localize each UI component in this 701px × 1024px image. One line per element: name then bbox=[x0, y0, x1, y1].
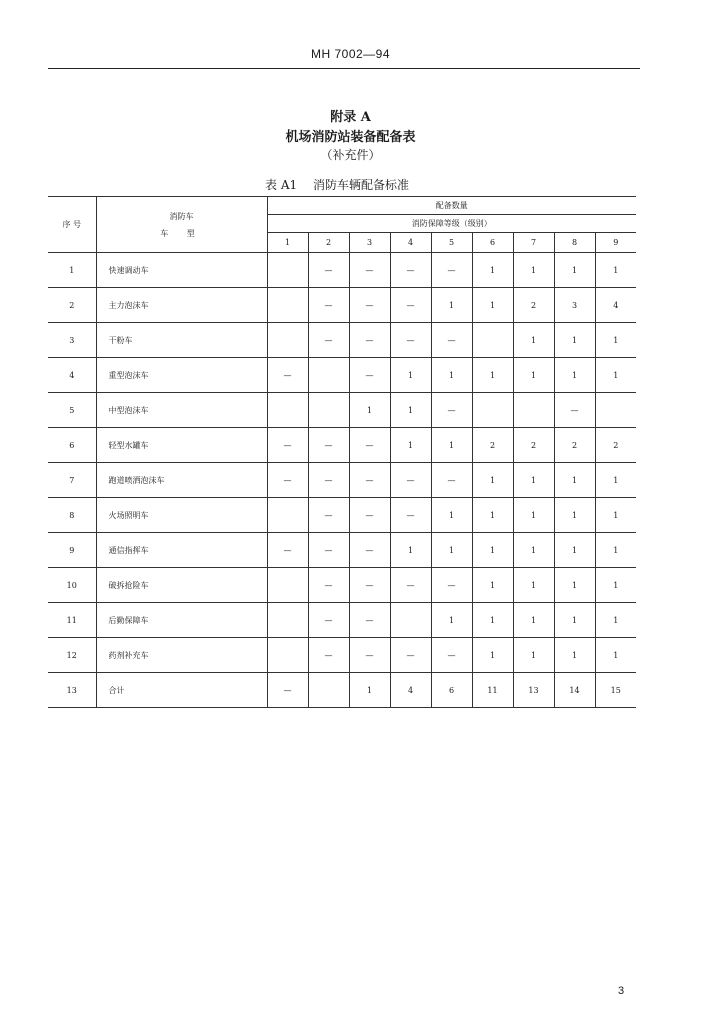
table-row bbox=[48, 533, 636, 568]
row-quantity-level-8: 1 bbox=[554, 498, 595, 533]
row-quantity-level-5: — bbox=[431, 253, 472, 288]
table-row bbox=[48, 638, 636, 673]
row-quantity-level-4: 1 bbox=[390, 533, 431, 568]
row-quantity-level-6: 1 bbox=[472, 498, 513, 533]
row-quantity-level-9: 1 bbox=[595, 638, 636, 673]
table-row bbox=[48, 603, 636, 638]
row-quantity-level-1: — bbox=[267, 673, 308, 708]
table-row bbox=[48, 323, 636, 358]
row-quantity-level-7: 13 bbox=[513, 673, 554, 708]
type-header-line2: 车 型 bbox=[160, 228, 203, 238]
level-group-header: 消防保障等级（级别） bbox=[267, 215, 636, 233]
row-quantity-level-9: 1 bbox=[595, 358, 636, 393]
row-quantity-level-6: 2 bbox=[472, 428, 513, 463]
row-quantity-level-5: — bbox=[431, 393, 472, 428]
page-number: 3 bbox=[618, 985, 625, 997]
row-quantity-level-8: 1 bbox=[554, 533, 595, 568]
row-seq: 1 bbox=[48, 253, 96, 288]
row-quantity-level-4: — bbox=[390, 568, 431, 603]
row-quantity-level-3: — bbox=[349, 603, 390, 638]
row-quantity-level-1 bbox=[267, 253, 308, 288]
row-quantity-level-9: 15 bbox=[595, 673, 636, 708]
row-quantity-level-8: 1 bbox=[554, 358, 595, 393]
level-header-1: 1 bbox=[267, 233, 308, 253]
row-quantity-level-3: 1 bbox=[349, 393, 390, 428]
row-quantity-level-4: 4 bbox=[390, 673, 431, 708]
appendix-subtitle: 机场消防站装备配备表 bbox=[285, 130, 416, 145]
row-quantity-level-9: 1 bbox=[595, 498, 636, 533]
row-quantity-level-2: — bbox=[308, 498, 349, 533]
row-quantity-level-6: 1 bbox=[472, 568, 513, 603]
row-quantity-level-7 bbox=[513, 393, 554, 428]
row-quantity-level-1: — bbox=[267, 463, 308, 498]
row-quantity-level-8: 1 bbox=[554, 463, 595, 498]
row-quantity-level-7: 1 bbox=[513, 498, 554, 533]
row-quantity-level-3: — bbox=[349, 358, 390, 393]
row-quantity-level-1 bbox=[267, 568, 308, 603]
row-quantity-level-5: 1 bbox=[431, 358, 472, 393]
row-quantity-level-3: — bbox=[349, 463, 390, 498]
row-quantity-level-3: — bbox=[349, 323, 390, 358]
row-quantity-level-7: 1 bbox=[513, 603, 554, 638]
row-quantity-level-8: 1 bbox=[554, 603, 595, 638]
row-seq: 7 bbox=[48, 463, 96, 498]
row-quantity-level-3: 1 bbox=[349, 673, 390, 708]
row-quantity-level-4: — bbox=[390, 638, 431, 673]
row-quantity-level-2 bbox=[308, 358, 349, 393]
row-vehicle-type: 火场照明车 bbox=[96, 498, 267, 533]
row-vehicle-type: 通信指挥车 bbox=[96, 533, 267, 568]
table-row bbox=[48, 673, 636, 708]
row-quantity-level-2: — bbox=[308, 533, 349, 568]
row-quantity-level-8: 1 bbox=[554, 323, 595, 358]
table-row bbox=[48, 463, 636, 498]
row-seq: 9 bbox=[48, 533, 96, 568]
row-quantity-level-4: — bbox=[390, 323, 431, 358]
equipment-table bbox=[48, 196, 636, 708]
row-quantity-level-8: 3 bbox=[554, 288, 595, 323]
row-quantity-level-5: — bbox=[431, 463, 472, 498]
row-quantity-level-7: 2 bbox=[513, 428, 554, 463]
table-row bbox=[48, 358, 636, 393]
row-quantity-level-3: — bbox=[349, 428, 390, 463]
table-caption-title: 消防车辆配备标准 bbox=[312, 178, 409, 192]
row-quantity-level-4: — bbox=[390, 253, 431, 288]
row-quantity-level-6: 1 bbox=[472, 603, 513, 638]
row-quantity-level-5: — bbox=[431, 323, 472, 358]
row-quantity-level-3: — bbox=[349, 253, 390, 288]
level-header-3: 3 bbox=[349, 233, 390, 253]
row-quantity-level-9: 1 bbox=[595, 533, 636, 568]
row-vehicle-type: 破拆抢险车 bbox=[96, 568, 267, 603]
row-quantity-level-1: — bbox=[267, 428, 308, 463]
row-quantity-level-7: 1 bbox=[513, 638, 554, 673]
row-quantity-level-5: 1 bbox=[431, 498, 472, 533]
table-caption bbox=[265, 176, 409, 193]
row-quantity-level-6: 1 bbox=[472, 358, 513, 393]
row-quantity-level-9 bbox=[595, 393, 636, 428]
row-seq: 8 bbox=[48, 498, 96, 533]
row-quantity-level-2: — bbox=[308, 253, 349, 288]
row-quantity-level-5: 1 bbox=[431, 533, 472, 568]
level-header-9: 9 bbox=[595, 233, 636, 253]
row-quantity-level-2: — bbox=[308, 323, 349, 358]
row-quantity-level-6: 1 bbox=[472, 533, 513, 568]
row-vehicle-type: 跑道喷洒泡沫车 bbox=[96, 463, 267, 498]
document-code: MH 7002—94 bbox=[310, 47, 391, 61]
row-quantity-level-2: — bbox=[308, 463, 349, 498]
row-seq: 6 bbox=[48, 428, 96, 463]
row-seq: 11 bbox=[48, 603, 96, 638]
row-quantity-level-7: 1 bbox=[513, 463, 554, 498]
row-seq: 13 bbox=[48, 673, 96, 708]
appendix-note: （补充件） bbox=[320, 148, 381, 162]
row-quantity-level-3: — bbox=[349, 568, 390, 603]
row-quantity-level-7: 1 bbox=[513, 533, 554, 568]
row-quantity-level-7: 1 bbox=[513, 323, 554, 358]
row-vehicle-type: 快速调动车 bbox=[96, 253, 267, 288]
row-seq: 5 bbox=[48, 393, 96, 428]
row-quantity-level-3: — bbox=[349, 288, 390, 323]
row-quantity-level-7: 1 bbox=[513, 253, 554, 288]
row-vehicle-type: 合计 bbox=[96, 673, 267, 708]
row-quantity-level-5: 1 bbox=[431, 428, 472, 463]
row-quantity-level-8: 2 bbox=[554, 428, 595, 463]
row-quantity-level-6: 11 bbox=[472, 673, 513, 708]
row-quantity-level-8: 1 bbox=[554, 568, 595, 603]
row-quantity-level-1 bbox=[267, 323, 308, 358]
row-quantity-level-6: 1 bbox=[472, 638, 513, 673]
table-row bbox=[48, 498, 636, 533]
row-quantity-level-2: — bbox=[308, 638, 349, 673]
row-quantity-level-9: 1 bbox=[595, 603, 636, 638]
row-quantity-level-1: — bbox=[267, 358, 308, 393]
table-caption-label: 表 A1 bbox=[265, 178, 298, 192]
row-seq: 3 bbox=[48, 323, 96, 358]
row-quantity-level-3: — bbox=[349, 498, 390, 533]
row-quantity-level-8: 1 bbox=[554, 253, 595, 288]
table-row bbox=[48, 393, 636, 428]
row-quantity-level-2 bbox=[308, 393, 349, 428]
row-quantity-level-7: 1 bbox=[513, 568, 554, 603]
seq-column-header: 序 号 bbox=[48, 197, 96, 253]
row-quantity-level-4: — bbox=[390, 498, 431, 533]
level-header-6: 6 bbox=[472, 233, 513, 253]
quantity-group-header: 配备数量 bbox=[267, 197, 636, 215]
row-quantity-level-2 bbox=[308, 673, 349, 708]
row-seq: 12 bbox=[48, 638, 96, 673]
row-quantity-level-4: — bbox=[390, 288, 431, 323]
row-quantity-level-3: — bbox=[349, 533, 390, 568]
type-column-header bbox=[96, 197, 267, 253]
row-quantity-level-9: 1 bbox=[595, 568, 636, 603]
row-vehicle-type: 重型泡沫车 bbox=[96, 358, 267, 393]
row-quantity-level-2: — bbox=[308, 428, 349, 463]
row-quantity-level-2: — bbox=[308, 288, 349, 323]
table-row bbox=[48, 288, 636, 323]
row-quantity-level-6: 1 bbox=[472, 463, 513, 498]
row-quantity-level-1 bbox=[267, 603, 308, 638]
row-quantity-level-6 bbox=[472, 323, 513, 358]
level-header-7: 7 bbox=[513, 233, 554, 253]
row-quantity-level-7: 1 bbox=[513, 358, 554, 393]
row-vehicle-type: 干粉车 bbox=[96, 323, 267, 358]
row-seq: 4 bbox=[48, 358, 96, 393]
row-quantity-level-8: — bbox=[554, 393, 595, 428]
row-quantity-level-9: 1 bbox=[595, 323, 636, 358]
row-vehicle-type: 药剂补充车 bbox=[96, 638, 267, 673]
row-quantity-level-1 bbox=[267, 498, 308, 533]
row-vehicle-type: 主力泡沫车 bbox=[96, 288, 267, 323]
row-quantity-level-1: — bbox=[267, 533, 308, 568]
row-quantity-level-9: 2 bbox=[595, 428, 636, 463]
row-quantity-level-5: — bbox=[431, 638, 472, 673]
row-seq: 10 bbox=[48, 568, 96, 603]
type-header-line1: 消防车 bbox=[169, 211, 194, 221]
row-quantity-level-4: — bbox=[390, 463, 431, 498]
row-quantity-level-6 bbox=[472, 393, 513, 428]
row-vehicle-type: 轻型水罐车 bbox=[96, 428, 267, 463]
level-header-4: 4 bbox=[390, 233, 431, 253]
table-row bbox=[48, 568, 636, 603]
row-quantity-level-9: 1 bbox=[595, 463, 636, 498]
table-row bbox=[48, 428, 636, 463]
row-quantity-level-8: 1 bbox=[554, 638, 595, 673]
row-quantity-level-5: 6 bbox=[431, 673, 472, 708]
level-header-8: 8 bbox=[554, 233, 595, 253]
row-quantity-level-6: 1 bbox=[472, 288, 513, 323]
row-quantity-level-5: 1 bbox=[431, 603, 472, 638]
appendix-title: 附录 A bbox=[330, 110, 371, 125]
row-quantity-level-3: — bbox=[349, 638, 390, 673]
row-quantity-level-7: 2 bbox=[513, 288, 554, 323]
row-quantity-level-9: 1 bbox=[595, 253, 636, 288]
row-quantity-level-4 bbox=[390, 603, 431, 638]
row-quantity-level-4: 1 bbox=[390, 358, 431, 393]
row-quantity-level-5: 1 bbox=[431, 288, 472, 323]
row-quantity-level-6: 1 bbox=[472, 253, 513, 288]
row-quantity-level-1 bbox=[267, 393, 308, 428]
row-quantity-level-2: — bbox=[308, 568, 349, 603]
row-vehicle-type: 中型泡沫车 bbox=[96, 393, 267, 428]
row-quantity-level-9: 4 bbox=[595, 288, 636, 323]
row-quantity-level-1 bbox=[267, 288, 308, 323]
row-quantity-level-4: 1 bbox=[390, 393, 431, 428]
row-quantity-level-2: — bbox=[308, 603, 349, 638]
table-body bbox=[48, 253, 636, 708]
row-quantity-level-8: 14 bbox=[554, 673, 595, 708]
row-quantity-level-4: 1 bbox=[390, 428, 431, 463]
row-quantity-level-5: — bbox=[431, 568, 472, 603]
row-quantity-level-1 bbox=[267, 638, 308, 673]
header-rule bbox=[48, 68, 640, 69]
row-vehicle-type: 后勤保障车 bbox=[96, 603, 267, 638]
level-header-2: 2 bbox=[308, 233, 349, 253]
table-row bbox=[48, 253, 636, 288]
level-header-5: 5 bbox=[431, 233, 472, 253]
row-seq: 2 bbox=[48, 288, 96, 323]
